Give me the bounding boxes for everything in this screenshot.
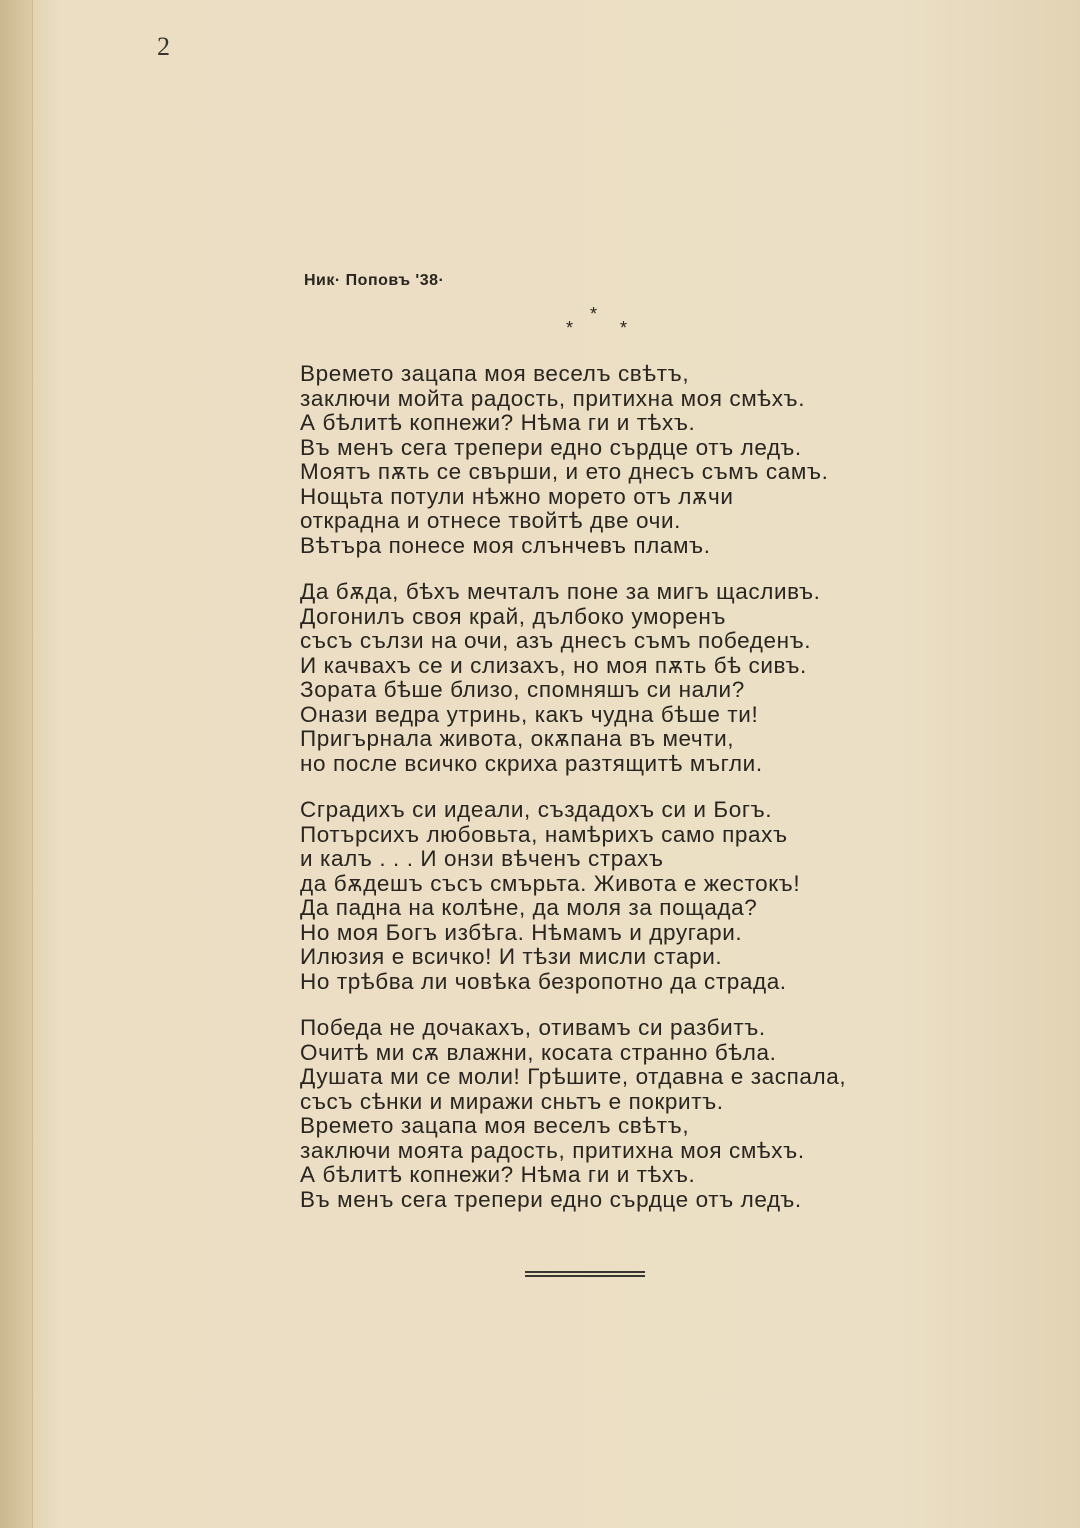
asterisk: * [620,318,628,338]
poem-line: Потърсихъ любовьта, намѣрихъ само прахъ [300,821,788,847]
author-signature: Ник· Поповъ '38· [304,272,445,289]
poem-line: Сградихъ си идеали, създадохъ си и Богъ. [300,797,773,822]
double-rule-divider [525,1271,645,1277]
poem-line: и калъ . . . И онзи вѣченъ страхъ [300,846,664,871]
poem-line: Да падна на колѣне, да моля за пощада? [300,895,758,920]
poem-line: съсъ сѣнки и миражи сньтъ е покритъ. [300,1088,724,1114]
poem-line: съсъ сълзи на очи, азъ днесъ съмъ победенъ. [300,628,812,653]
poem-line: Пригърнала живота, окѫпана въ мечти, [300,726,735,751]
poem-line: Онази ведра утринь, какъ чудна бѣше ти! [300,701,759,727]
poem-line: Очитѣ ми сѫ влажни, косата странно бѣла. [300,1039,777,1065]
asterisk: * [566,318,574,338]
poem-line: Но моя Богъ избѣга. Нѣмамъ и другари. [300,919,743,945]
stanza [300,580,920,776]
poem-line: Победа не дочакахъ, отивамъ си разбитъ. [300,1015,766,1040]
poem-line: Зората бѣше близо, спомняшъ си нали? [300,677,745,702]
stanza [300,362,920,558]
stanza [300,1016,920,1212]
poem-line: Вѣтъра понесе моя слънчевъ пламъ. [300,532,711,558]
poem-line: А бѣлитѣ копнежи? Нѣма ги и тѣхъ. [300,1162,696,1187]
asterisk: * [590,304,598,324]
poem-line: Душата ми се моли! Грѣшите, отдавна е заспала, [300,1064,847,1089]
poem-line: Догонилъ своя край, дълбоко уморенъ [300,603,727,629]
poem-line: Но трѣбва ли човѣка безропотно да страда. [300,968,787,994]
asterism-ornament [566,304,636,340]
poem-line: И качвахъ се и слизахъ, но моя пѫть бѣ сивъ. [300,652,807,678]
poem-line: Въ менъ сега трепери едно сърдце отъ ледъ. [300,1186,802,1212]
poem-line: заключи моята радость, притихна моя смѣхъ. [300,1137,805,1163]
poem-line: Времето зацапа моя веселъ свѣтъ, [300,361,690,386]
poem-line: но после всичко скриха разтящитѣ мъгли. [300,750,763,776]
poem-line: открадна и отнесе твойтѣ две очи. [300,508,681,533]
poem-line: Да бѫда, бѣхъ мечталъ поне за мигъ щасливъ. [300,579,821,604]
stanza [300,798,920,994]
poem-line: да бѫдешъ съсъ смърьта. Живота е жестокъ! [300,870,801,896]
poem-line: Въ менъ сега трепери едно сърдце отъ ледъ. [300,434,802,460]
poem-line: Моятъ пѫть се свърши, и ето днесъ съмъ самъ. [300,459,829,484]
page-number: 2 [157,32,170,61]
poem-line: Илюзия е всичко! И тѣзи мисли стари. [300,944,723,969]
poem-line: А бѣлитѣ копнежи? Нѣма ги и тѣхъ. [300,410,696,435]
page-edge [0,0,33,1528]
poem-line: заключи мойта радость, притихна моя смѣхъ. [300,385,806,411]
poem-line: Нощьта потули нѣжно морето отъ лѫчи [300,483,734,509]
poem-line: Времето зацапа моя веселъ свѣтъ, [300,1113,690,1138]
poem [300,362,920,1234]
